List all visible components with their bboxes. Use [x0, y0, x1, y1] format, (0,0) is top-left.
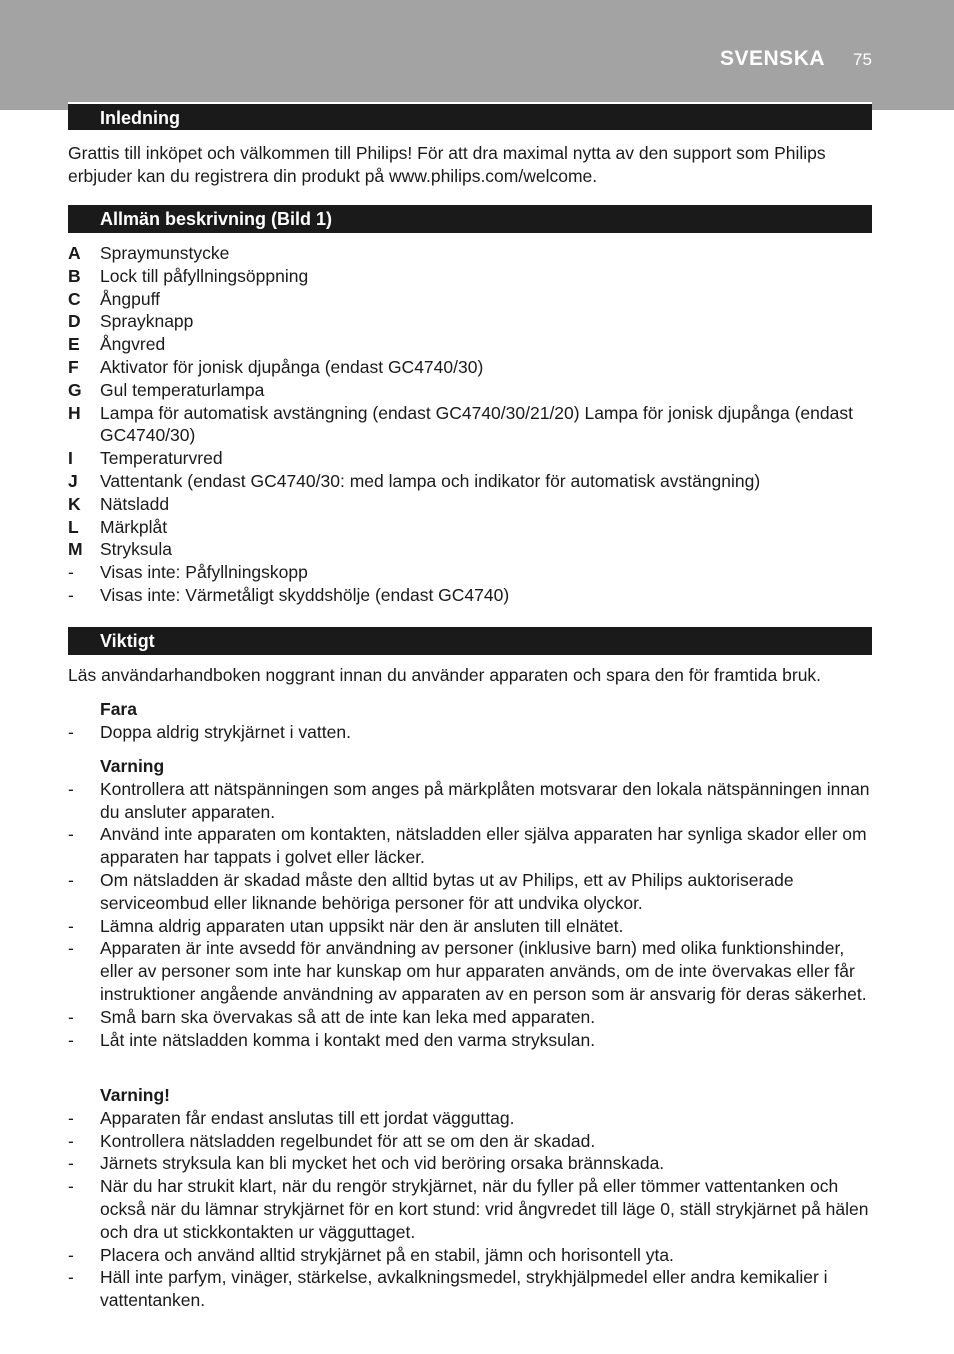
danger-title: Fara — [100, 699, 137, 719]
section-heading-general — [68, 205, 872, 233]
dash-bullet: - — [68, 1006, 74, 1027]
item-text: Kontrollera nätsladden regelbundet för att se om den är skadad. — [100, 1130, 596, 1151]
list-item — [68, 1175, 872, 1243]
caution-title: Varning! — [100, 1085, 171, 1105]
item-text: Ångvred — [100, 334, 166, 355]
list-item — [68, 288, 872, 311]
item-key: C — [68, 288, 81, 309]
item-key: M — [68, 539, 83, 560]
list-item — [68, 778, 872, 824]
dash-bullet: - — [68, 1130, 74, 1151]
dash-bullet: - — [68, 778, 74, 799]
list-item — [68, 1152, 872, 1175]
dash-bullet: - — [68, 915, 74, 936]
item-text: Ångpuff — [100, 288, 161, 309]
list-item — [68, 242, 872, 265]
list-item — [68, 493, 872, 516]
item-text: Lock till påfyllningsöppning — [100, 265, 309, 286]
list-item — [68, 937, 872, 1005]
dash-bullet: - — [68, 824, 74, 845]
item-text: Låt inte nätsladden komma i kontakt med den varma stryksulan. — [100, 1029, 596, 1050]
item-text: Använd inte apparaten om kontakten, nätsladden eller själva apparaten har synliga skador eller om apparaten har tappats i golvet eller läcker. — [100, 824, 867, 868]
list-item — [68, 1006, 872, 1029]
caution-block — [68, 1084, 872, 1312]
item-text: När du har strukit klart, när du rengör strykjärnet, när du fyller på eller tömmer vattentanken och också när du lämnar strykjärnet för en kort stund: vrid ångvredet till läge 0, ställ strykjärnet på hälen och dra ut stickkontakten ur vägguttaget. — [100, 1176, 869, 1242]
item-text: Lampa för automatisk avstängning (endast GC4740/30/21/20) Lampa för jonisk djupånga (endast GC4740/30) — [100, 402, 853, 446]
list-item — [68, 1107, 872, 1130]
list-item — [68, 584, 872, 607]
item-key: F — [68, 356, 79, 377]
dash-bullet: - — [68, 721, 74, 742]
dash-bullet: - — [68, 1176, 74, 1197]
dash-bullet: - — [68, 1267, 74, 1288]
item-text: Järnets stryksula kan bli mycket het och vid beröring orsaka brännskada. — [100, 1153, 665, 1174]
item-text: Temperaturvred — [100, 448, 223, 469]
item-key: L — [68, 516, 79, 537]
page-number: 75 — [853, 50, 872, 69]
item-text: Nätsladd — [100, 493, 170, 514]
section-heading-text: Viktigt — [100, 631, 155, 651]
parts-list — [68, 242, 872, 607]
item-text: Apparaten är inte avsedd för användning av personer (inklusive barn) med olika funktionshinder, eller av personer som inte har kunskap om hur apparaten används, om de inte övervakas eller får instruktioner angående användning av apparaten av en person som är ansvarig för deras säkerhet. — [100, 938, 867, 1004]
item-key: K — [68, 493, 81, 514]
list-item — [68, 721, 872, 744]
list-item — [68, 356, 872, 379]
item-text: Sprayknapp — [100, 311, 194, 332]
list-item — [68, 516, 872, 539]
list-item — [68, 823, 872, 869]
item-key: A — [68, 243, 81, 263]
dash-bullet: - — [68, 1244, 74, 1265]
important-intro: Läs användarhandboken noggrant innan du använder apparaten och spara den för framtida bruk. — [68, 665, 822, 685]
item-text: Doppa aldrig strykjärnet i vatten. — [100, 721, 351, 742]
page-header — [0, 0, 954, 110]
list-item — [68, 265, 872, 288]
dash-bullet: - — [68, 869, 74, 890]
item-text: Vattentank (endast GC4740/30: med lampa och indikator för automatisk avstängning) — [100, 470, 761, 491]
list-item — [68, 561, 872, 584]
dash-bullet: - — [68, 562, 74, 583]
item-text: Märkplåt — [100, 516, 168, 537]
dash-bullet: - — [68, 1029, 74, 1050]
dash-bullet: - — [68, 584, 74, 605]
item-key: D — [68, 311, 81, 332]
list-item — [68, 915, 872, 938]
item-text: Små barn ska övervakas så att de inte kan leka med apparaten. — [100, 1006, 596, 1027]
item-text: Om nätsladden är skadad måste den alltid bytas ut av Philips, ett av Philips auktoriserade serviceombud eller liknande behöriga personer för att undvika olyckor. — [100, 869, 794, 913]
item-key: G — [68, 379, 82, 400]
item-text: Aktivator för jonisk djupånga (endast GC4740/30) — [100, 356, 484, 377]
language-label: SVENSKA — [720, 47, 826, 70]
item-text: Visas inte: Värmetåligt skyddshölje (endast GC4740) — [100, 584, 510, 605]
section-heading-text: Allmän beskrivning (Bild 1) — [100, 209, 333, 229]
list-item — [68, 1244, 872, 1267]
item-text: Lämna aldrig apparaten utan uppsikt när den är ansluten till elnätet. — [100, 915, 624, 936]
item-key: E — [68, 334, 80, 355]
item-key: B — [68, 265, 81, 286]
item-key: H — [68, 402, 81, 423]
dash-bullet: - — [68, 1107, 74, 1128]
item-text: Häll inte parfym, vinäger, stärkelse, avkalkningsmedel, strykhjälpmedel eller andra kemikalier i vattentanken. — [100, 1267, 828, 1311]
list-item — [68, 538, 872, 561]
warning-title: Varning — [100, 756, 165, 776]
item-text: Gul temperaturlampa — [100, 379, 265, 400]
intro-paragraph: Grattis till inköpet och välkommen till Philips! För att dra maximal nytta av den support som Philips erbjuder kan du registrera din produkt på www.philips.com/welcome. — [68, 143, 826, 186]
list-item — [68, 447, 872, 470]
section-heading-important — [68, 627, 872, 655]
dash-bullet: - — [68, 938, 74, 959]
section-heading-text: Inledning — [100, 108, 180, 128]
list-item — [68, 470, 872, 493]
item-text: Kontrollera att nätspänningen som anges på märkplåten motsvarar den lokala nätspänningen innan du ansluter apparaten. — [100, 778, 870, 822]
dash-bullet: - — [68, 1153, 74, 1174]
list-item — [68, 1029, 872, 1052]
item-key: J — [68, 470, 78, 491]
danger-block — [68, 698, 872, 744]
item-text: Stryksula — [100, 539, 172, 560]
item-text: Visas inte: Påfyllningskopp — [100, 562, 308, 583]
list-item — [68, 1130, 872, 1153]
warning-block — [68, 755, 872, 1051]
item-text: Spraymunstycke — [100, 243, 230, 263]
list-item — [68, 333, 872, 356]
list-item — [68, 379, 872, 402]
item-text: Apparaten får endast anslutas till ett jordat vägguttag. — [100, 1107, 515, 1128]
list-item — [68, 402, 872, 448]
list-item — [68, 869, 872, 915]
list-item — [68, 310, 872, 333]
item-text: Placera och använd alltid strykjärnet på en stabil, jämn och horisontell yta. — [100, 1244, 674, 1265]
section-heading-intro — [68, 102, 872, 130]
item-key: I — [68, 448, 73, 469]
list-item — [68, 1266, 872, 1312]
